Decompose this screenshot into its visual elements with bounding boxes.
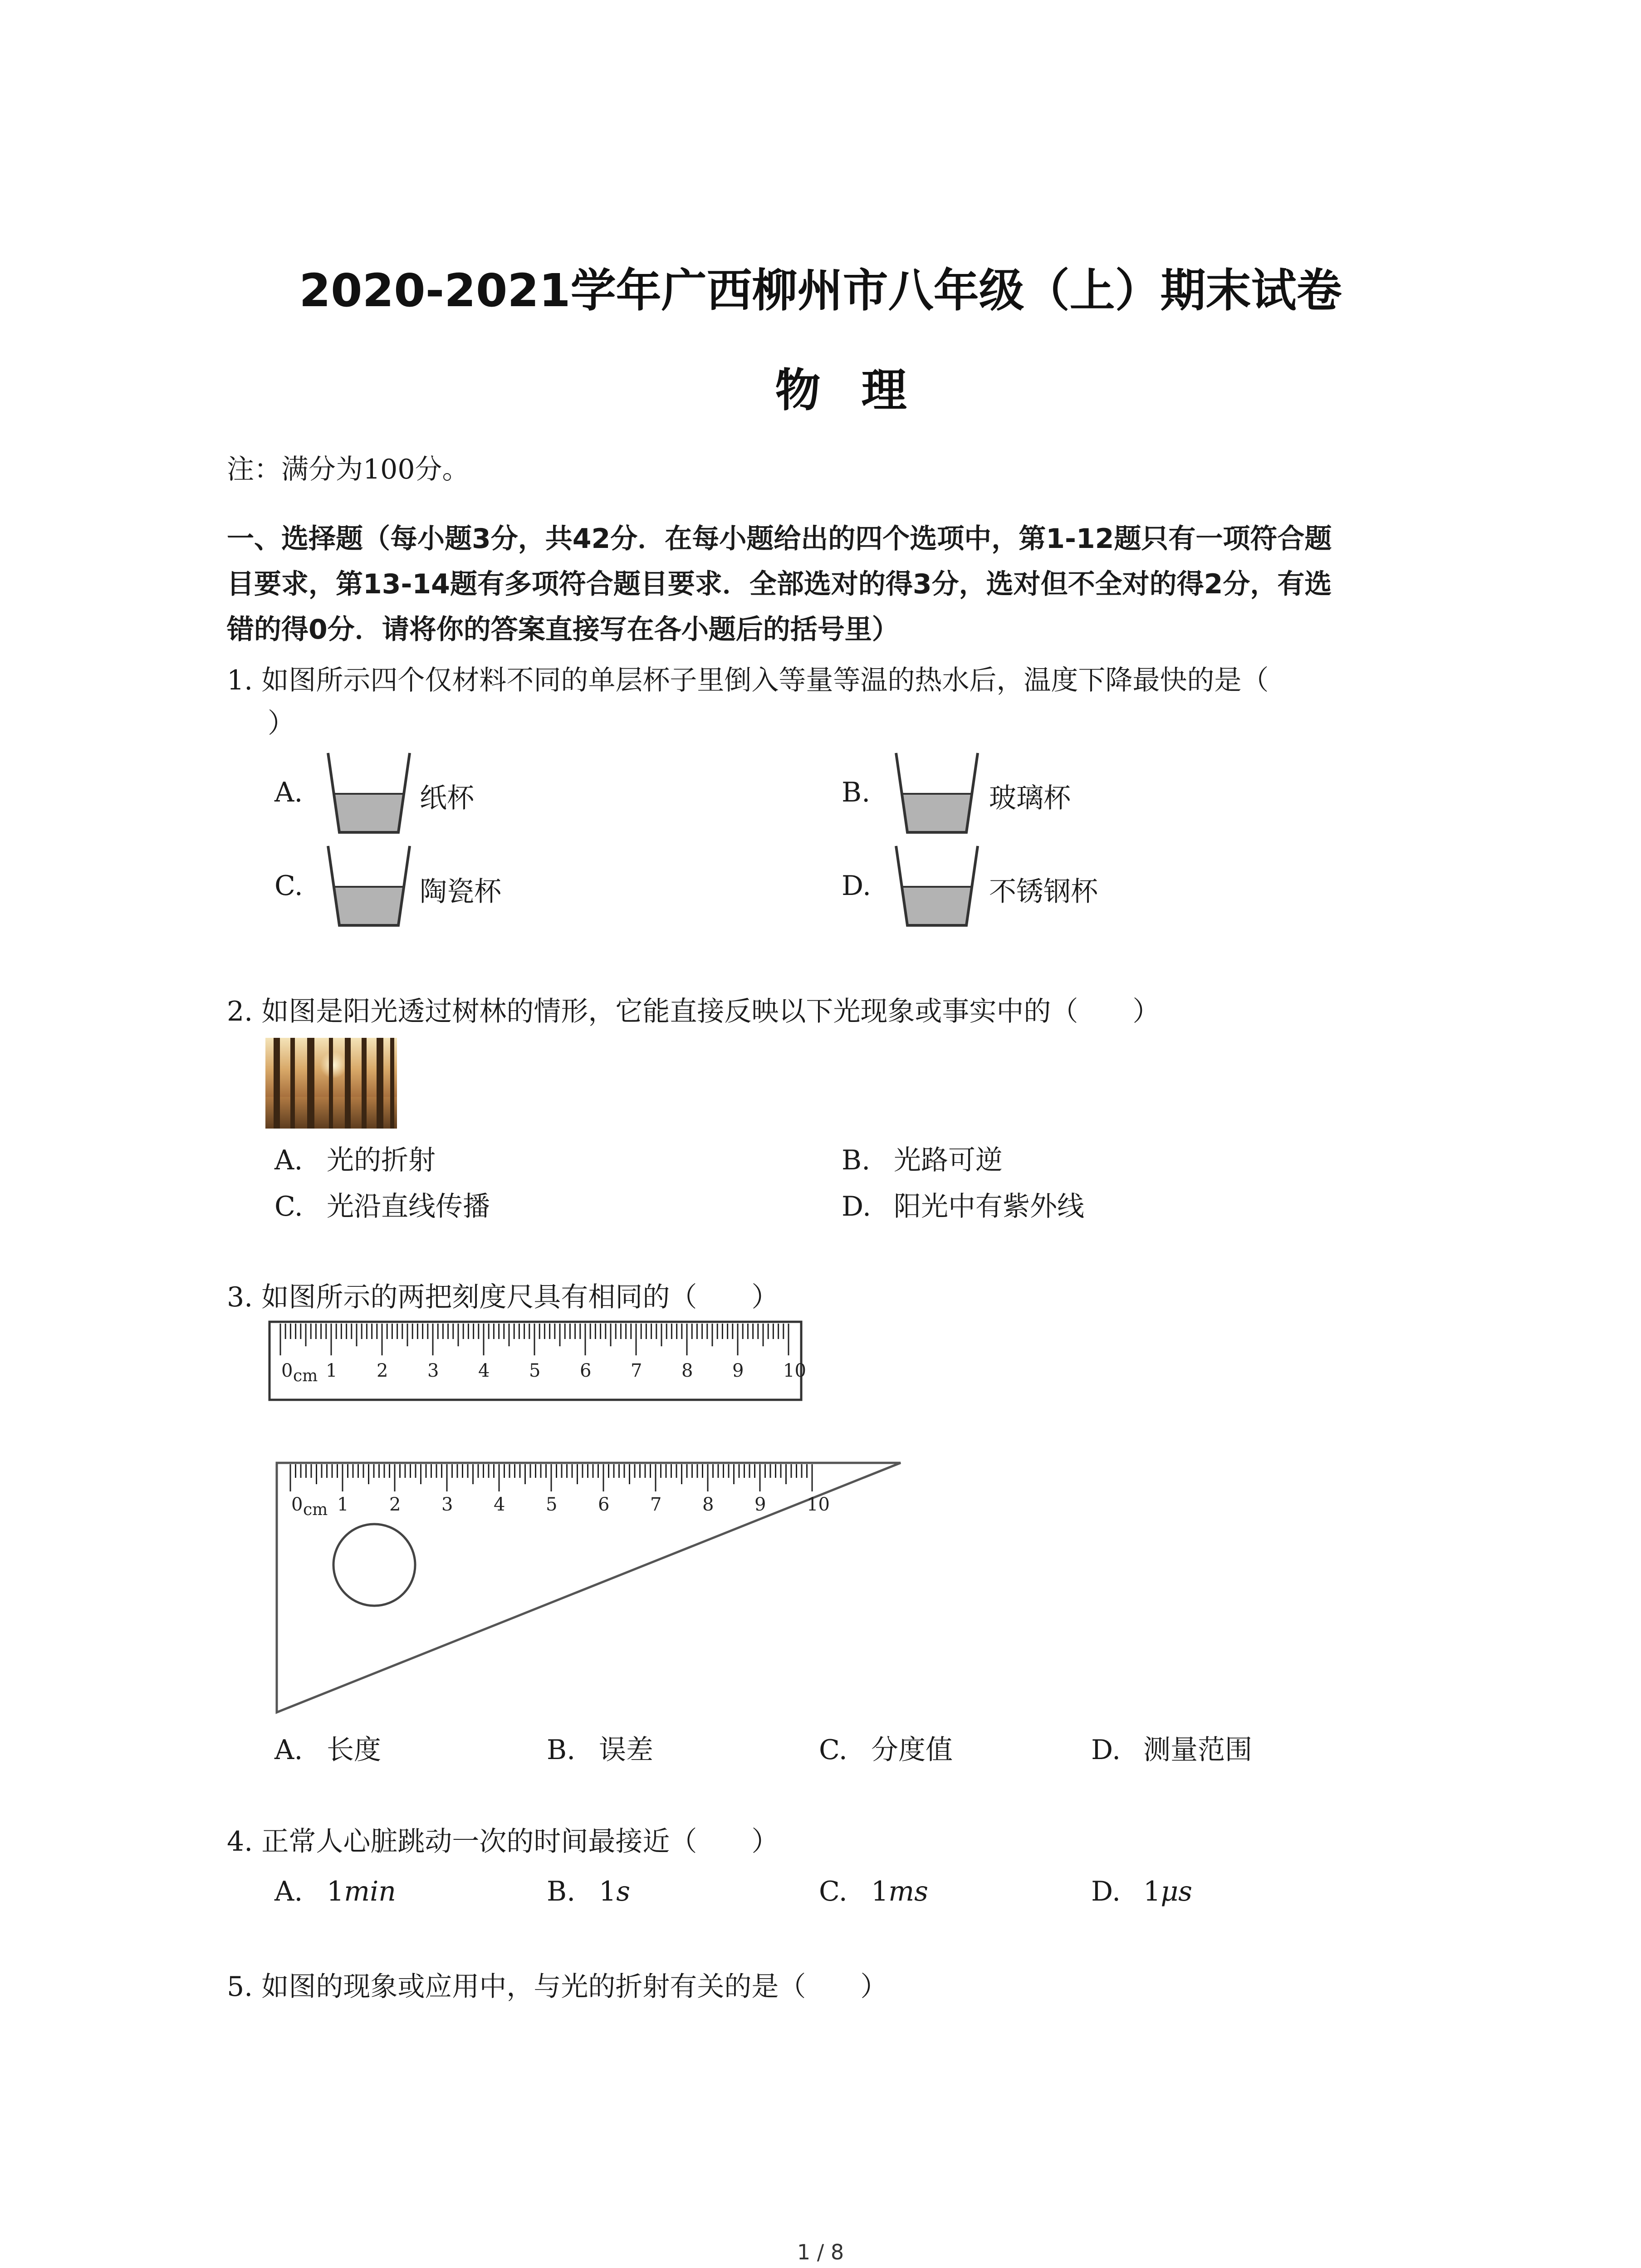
ruler-number: 3	[427, 1360, 439, 1381]
subject-title: 物理	[775, 364, 948, 417]
ruler-number: 6	[580, 1360, 592, 1381]
q1-stem-line-1: 1. 如图所示四个仅材料不同的单层杯子里倒入等量等温的热水后，温度下降最快的是（	[227, 665, 1269, 696]
forest-sunlight-photo	[265, 1038, 397, 1129]
q3-stem: 3. 如图所示的两把刻度尺具有相同的（ ）	[227, 1281, 779, 1313]
ruler-number: 2	[377, 1360, 388, 1381]
q1-stem-line-2: ）	[268, 708, 295, 739]
ruler-number: 4	[494, 1494, 505, 1515]
q1-option-a-text: 纸杯	[420, 782, 474, 814]
q2-option-c: C. 光沿直线传播	[274, 1191, 490, 1222]
cup-c-icon	[326, 844, 412, 934]
q4-option-c: C. 1ms	[819, 1876, 928, 1907]
score-note: 注：满分为100分。	[227, 454, 470, 485]
ruler-number: 9	[754, 1494, 766, 1515]
q3-option-a: A. 长度	[274, 1734, 381, 1766]
cup-d-icon	[894, 844, 980, 934]
section-heading-line-3: 错的得0分．请将你的答案直接写在各小题后的括号里）	[227, 614, 899, 645]
q3-option-b: B. 误差	[547, 1734, 653, 1766]
straight-ruler-diagram	[268, 1320, 806, 1402]
q2-option-b: B. 光路可逆	[842, 1144, 1003, 1176]
q5-stem: 5. 如图的现象或应用中，与光的折射有关的是（ ）	[227, 1971, 888, 2003]
q1-option-b-letter: B.	[842, 777, 871, 808]
ruler-unit: cm	[293, 1367, 318, 1385]
ruler-number: 8	[702, 1494, 714, 1515]
q4-option-b: B. 1s	[547, 1876, 630, 1907]
ruler-number: 5	[529, 1360, 541, 1381]
exam-title: 2020-2021学年广西柳州市八年级（上）期末试卷	[299, 264, 1342, 317]
q3-option-d: D. 测量范围	[1091, 1734, 1252, 1766]
ruler-number: 1	[326, 1360, 338, 1381]
q1-option-d-text: 不锈钢杯	[989, 876, 1098, 908]
page-number: 1 / 8	[797, 2240, 844, 2264]
cup-a-icon	[326, 751, 412, 841]
ruler-number: 3	[441, 1494, 453, 1515]
q1-option-c-letter: C.	[274, 870, 303, 902]
ruler-unit: cm	[303, 1501, 328, 1519]
q4-stem: 4. 正常人心脏跳动一次的时间最接近（ ）	[227, 1826, 779, 1857]
section-heading-line-2: 目要求，第13-14题有多项符合题目要求．全部选对的得3分，选对但不全对的得2分，有选	[227, 568, 1332, 600]
ruler-number: 10	[807, 1494, 830, 1515]
ruler-number: 1	[337, 1494, 349, 1515]
triangle-ruler-diagram	[272, 1461, 907, 1715]
ruler-number: 8	[681, 1360, 693, 1381]
q4-option-a: A. 1min	[274, 1876, 396, 1907]
ruler-number: 5	[546, 1494, 558, 1515]
ruler-number: 6	[598, 1494, 610, 1515]
q4-option-d: D. 1μs	[1091, 1876, 1192, 1907]
q2-stem: 2. 如图是阳光透过树林的情形，它能直接反映以下光现象或事实中的（ ）	[227, 996, 1160, 1027]
q1-option-d-letter: D.	[842, 870, 872, 902]
ruler-number: 9	[732, 1360, 744, 1381]
ruler-number: 0	[291, 1494, 303, 1515]
ruler-number: 2	[389, 1494, 401, 1515]
ruler-number: 7	[650, 1494, 662, 1515]
ruler-number: 4	[478, 1360, 490, 1381]
ruler-number: 7	[631, 1360, 642, 1381]
q1-option-c-text: 陶瓷杯	[420, 876, 501, 908]
section-heading-line-1: 一、选择题（每小题3分，共42分．在每小题给出的四个选项中，第1-12题只有一项符合题	[227, 523, 1332, 555]
q3-option-c: C. 分度值	[819, 1734, 953, 1766]
ruler-number: 10	[783, 1360, 806, 1381]
q1-option-b-text: 玻璃杯	[989, 782, 1071, 814]
ruler-number: 0	[281, 1360, 293, 1381]
q2-option-a: A. 光的折射	[274, 1144, 436, 1176]
q2-option-d: D. 阳光中有紫外线	[842, 1191, 1084, 1222]
q1-option-a-letter: A.	[274, 777, 303, 808]
cup-b-icon	[894, 751, 980, 841]
